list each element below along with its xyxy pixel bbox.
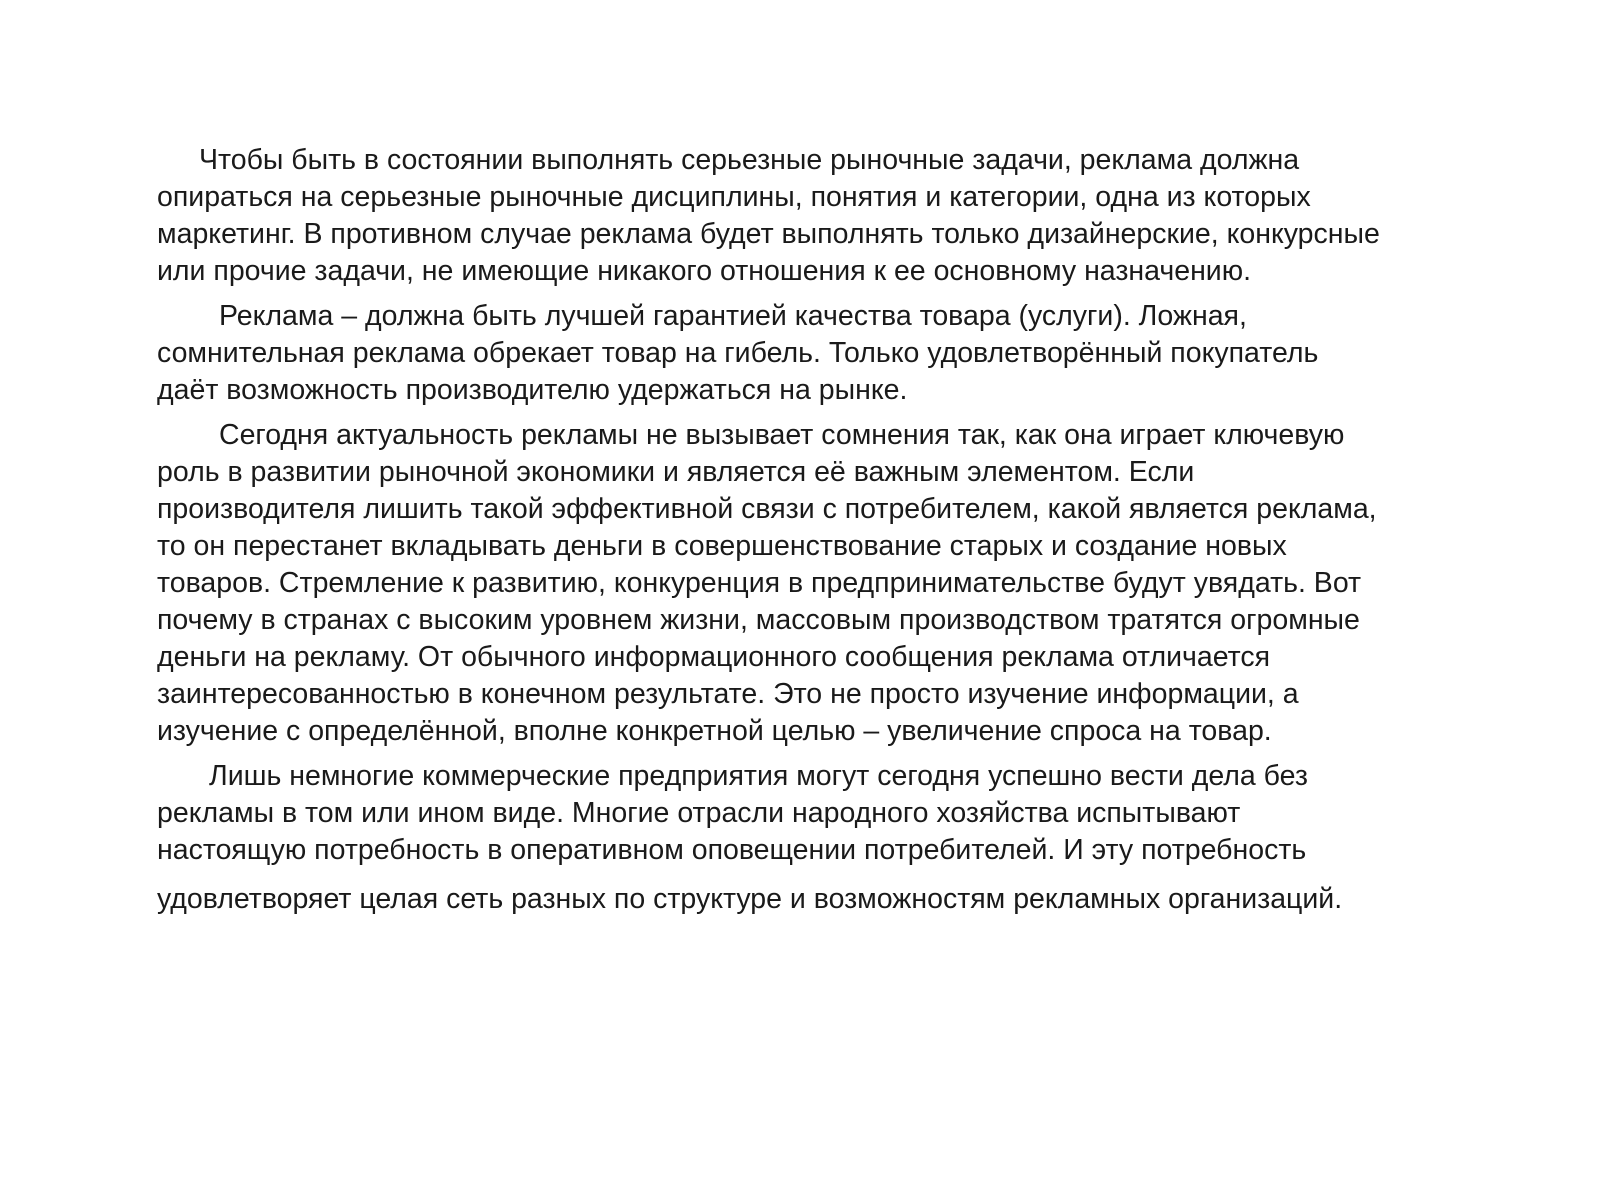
paragraph-line: сомнительная реклама обрекает товар на гибель. Только удовлетворённый покупатель bbox=[157, 337, 1319, 369]
paragraph-line: или прочие задачи, не имеющие никакого отношения к ее основному назначению. bbox=[157, 255, 1252, 287]
paragraph-line: роль в развитии рыночной экономики и является её важным элементом. Если bbox=[157, 456, 1195, 488]
paragraph-2 bbox=[157, 298, 1517, 409]
paragraph-line: маркетинг. В противном случае реклама будет выполнять только дизайнерские, конкурсные bbox=[157, 218, 1380, 250]
paragraph-line: настоящую потребность в оперативном оповещении потребителей. И эту потребность bbox=[157, 834, 1307, 866]
paragraph-line: Чтобы быть в состоянии выполнять серьезные рыночные задачи, реклама должна bbox=[199, 144, 1300, 176]
paragraph-line: рекламы в том или ином виде. Многие отрасли народного хозяйства испытывают bbox=[157, 797, 1241, 829]
paragraph-line: товаров. Стремление к развитию, конкуренция в предпринимательстве будут увядать. Вот bbox=[157, 567, 1362, 599]
paragraph-4 bbox=[157, 758, 1517, 918]
paragraph-line: производителя лишить такой эффективной связи с потребителем, какой является реклама, bbox=[157, 493, 1377, 525]
paragraph-line: деньги на рекламу. От обычного информационного сообщения реклама отличается bbox=[157, 641, 1271, 673]
paragraph-line: даёт возможность производителю удержаться на рынке. bbox=[157, 374, 908, 406]
paragraph-line: Реклама – должна быть лучшей гарантией качества товара (услуги). Ложная, bbox=[219, 300, 1247, 332]
paragraph-3 bbox=[157, 417, 1517, 750]
paragraph-line: опираться на серьезные рыночные дисциплины, понятия и категории, одна из которых bbox=[157, 181, 1311, 213]
document-page bbox=[157, 142, 1517, 918]
paragraph-line: Сегодня актуальность рекламы не вызывает сомнения так, как она играет ключевую bbox=[219, 419, 1345, 451]
paragraph-line: изучение с определённой, вполне конкретной целью – увеличение спроса на товар. bbox=[157, 715, 1272, 747]
paragraph-line: почему в странах с высоким уровнем жизни, массовым производством тратятся огромные bbox=[157, 604, 1360, 636]
paragraph-line: удовлетворяет целая сеть разных по структуре и возможностям рекламных организаций. bbox=[157, 883, 1343, 915]
paragraph-line: Лишь немногие коммерческие предприятия могут сегодня успешно вести дела без bbox=[209, 760, 1308, 792]
paragraph-line: заинтересованностью в конечном результате. Это не просто изучение информации, а bbox=[157, 678, 1299, 710]
paragraph-line: то он перестанет вкладывать деньги в совершенствование старых и создание новых bbox=[157, 530, 1287, 562]
paragraph-1 bbox=[157, 142, 1517, 290]
